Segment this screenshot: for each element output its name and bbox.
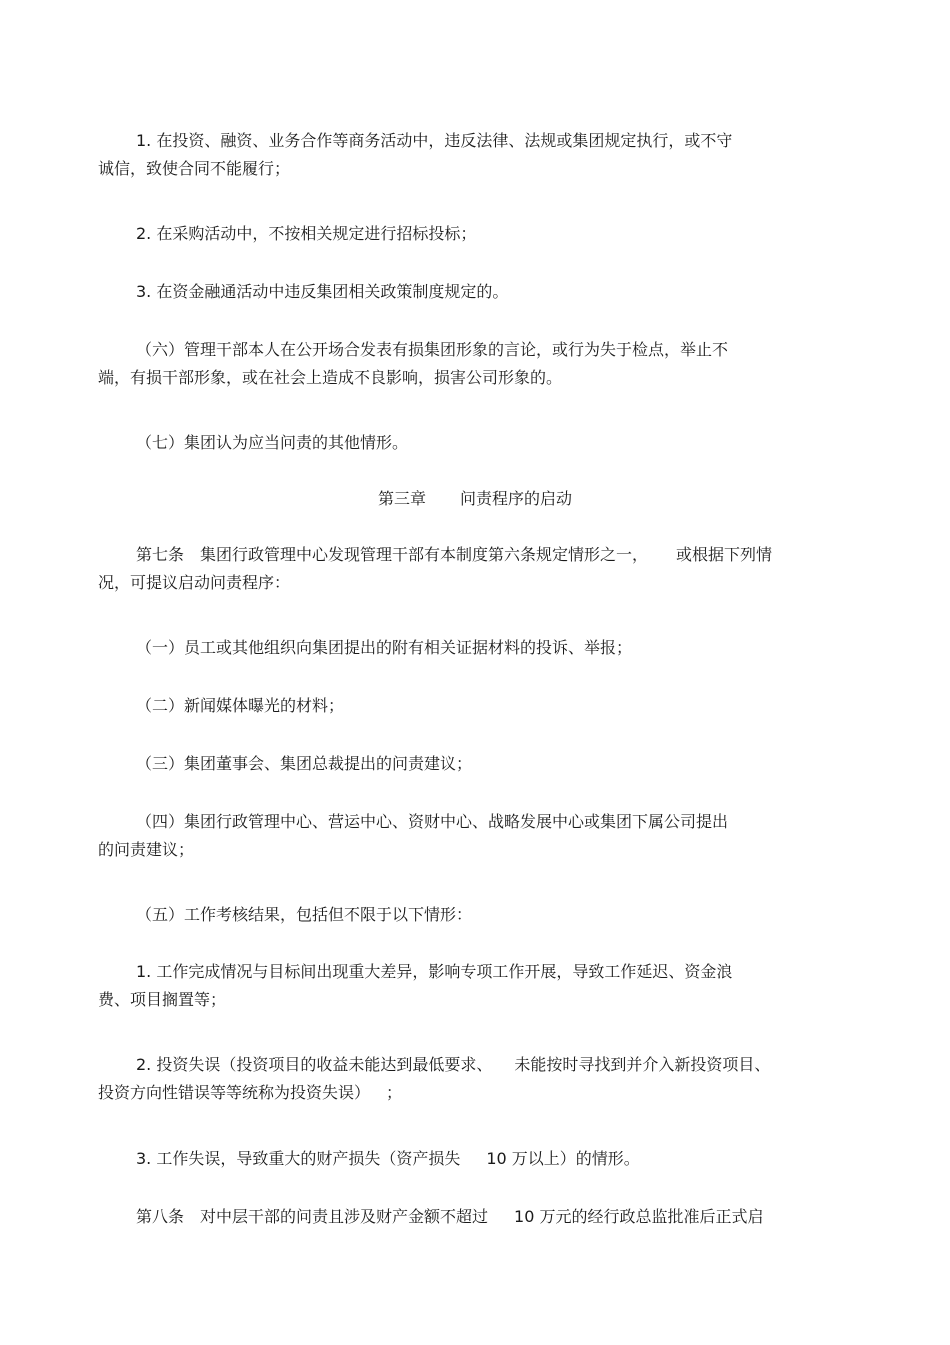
text-line: （四）集团行政管理中心、营运中心、资财中心、战略发展中心或集团下属公司提出 (136, 812, 729, 831)
paragraph-finance (98, 278, 848, 306)
paragraph-business-violation (98, 127, 848, 183)
text-line: 诚信，致使合同不能履行； (98, 159, 291, 178)
text-line: （五）工作考核结果，包括但不限于以下情形： (136, 905, 473, 924)
chapter-heading (0, 485, 950, 513)
text-line: （六）管理干部本人在公开场合发表有损集团形象的言论，或行为失于检点，举止不 (136, 340, 729, 359)
paragraph-item-six (98, 336, 848, 392)
paragraph-article-seven (98, 541, 848, 597)
text-line: 费、项目搁置等； (98, 990, 227, 1009)
paragraph-article-eight (98, 1203, 848, 1231)
paragraph-procurement (98, 220, 848, 248)
text-line (98, 1079, 848, 1107)
text-segment: 10 万元的经行政总监批准后正式启 (514, 1207, 764, 1226)
text-line: 端，有损干部形象，或在社会上造成不良影响，损害公司形象的。 (98, 368, 563, 387)
chapter-title: 问责程序的启动 (460, 489, 573, 508)
text-line: 的问责建议； (98, 840, 195, 859)
text-line: 3. 在资金融通活动中违反集团相关政策制度规定的。 (136, 282, 509, 301)
text-segment: 或根据下列情 (676, 545, 773, 564)
text-segment: 投资方向性错误等等统称为投资失误） (98, 1083, 371, 1102)
text-line: （一）员工或其他组织向集团提出的附有相关证据材料的投诉、举报； (136, 638, 633, 657)
paragraph-investment-error (98, 1051, 848, 1107)
text-line (98, 1051, 848, 1079)
text-line: （七）集团认为应当问责的其他情形。 (136, 433, 409, 452)
paragraph-item-one (98, 634, 848, 662)
text-line: （三）集团董事会、集团总裁提出的问责建议； (136, 754, 473, 773)
paragraph-item-three (98, 750, 848, 778)
text-segment: 10 万以上）的情形。 (486, 1149, 640, 1168)
paragraph-item-seven (98, 429, 848, 457)
paragraph-item-two (98, 692, 848, 720)
text-segment: 3. 工作失误，导致重大的财产损失（资产损失 (136, 1149, 461, 1168)
text-segment: 2. 投资失误（投资项目的收益未能达到最低要求、 (136, 1055, 493, 1074)
text-line (98, 541, 848, 569)
text-segment: 未能按时寻找到并介入新投资项目、 (514, 1055, 771, 1074)
text-line (98, 1145, 848, 1173)
text-segment: ； (386, 1083, 403, 1102)
text-line (98, 1203, 848, 1231)
text-line: 1. 工作完成情况与目标间出现重大差异，影响专项工作开展，导致工作延迟、资金浪 (136, 962, 733, 981)
text-segment: 第七条 集团行政管理中心发现管理干部有本制度第六条规定情形之一， (136, 545, 649, 564)
paragraph-work-error (98, 1145, 848, 1173)
paragraph-item-five (98, 901, 848, 929)
chapter-number: 第三章 (377, 489, 426, 508)
text-segment: 第八条 对中层干部的问责且涉及财产金额不超过 (136, 1207, 489, 1226)
text-line: 况，可提议启动问责程序： (98, 573, 291, 592)
text-line: 2. 在采购活动中，不按相关规定进行招标投标； (136, 224, 477, 243)
text-line: 1. 在投资、融资、业务合作等商务活动中，违反法律、法规或集团规定执行，或不守 (136, 131, 733, 150)
paragraph-item-four (98, 808, 848, 864)
text-line: （二）新闻媒体曝光的材料； (136, 696, 345, 715)
paragraph-work-completion (98, 958, 848, 1014)
